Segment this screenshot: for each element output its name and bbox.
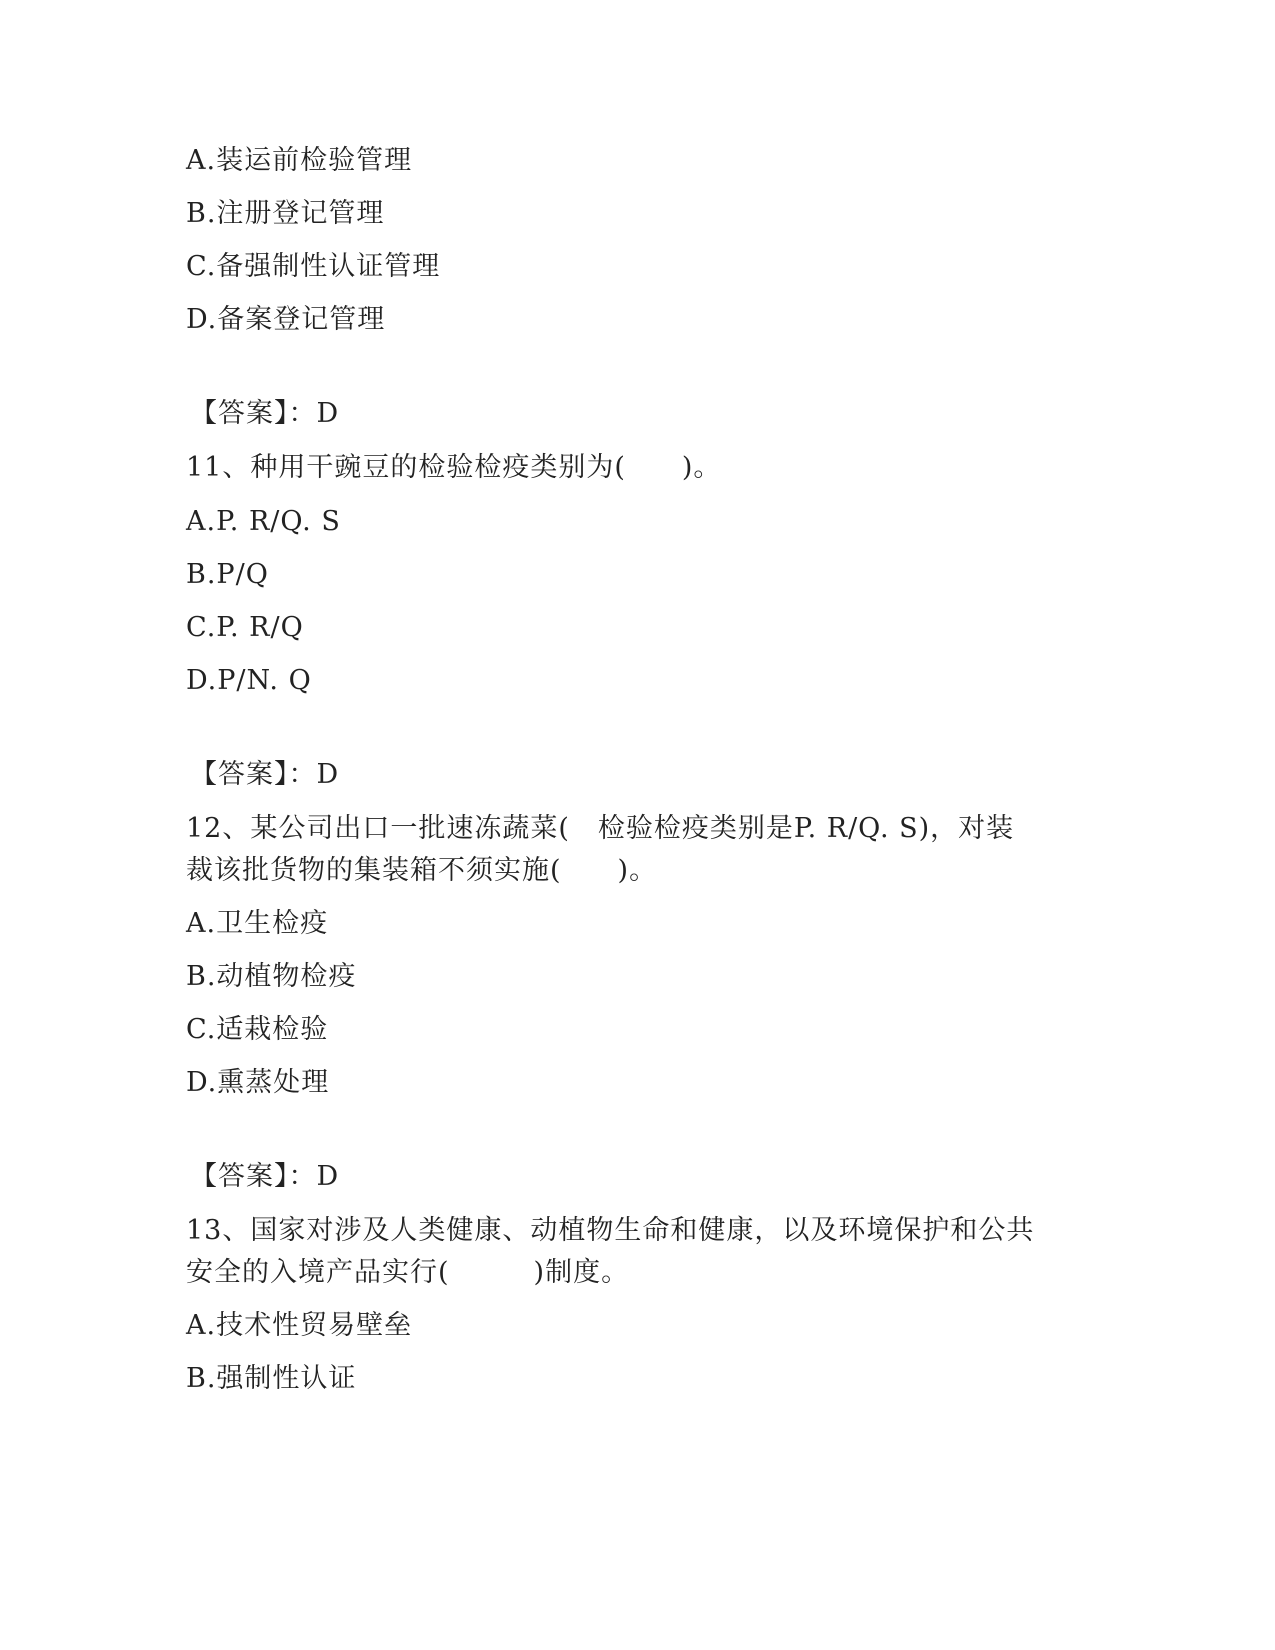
q11-answer: 【答案】：D (190, 759, 340, 790)
q12-option-c: C.适栽检验 (186, 1014, 329, 1045)
q13-option-a: A.技术性贸易壁垒 (186, 1310, 413, 1341)
q11-option-b: B.P/Q (186, 559, 269, 590)
q11-option-a: A.P. R/Q. S (186, 506, 341, 537)
question-12-stem-line1: 12、某公司出口一批速冻蔬菜( 检验检疫类别是P. R/Q. S)，对装 (186, 813, 1015, 844)
option-a: A.装运前检验管理 (186, 145, 413, 176)
question-13-stem-line2: 安全的入境产品实行( )制度。 (186, 1257, 630, 1288)
q11-option-c: C.P. R/Q (186, 612, 304, 643)
question-13-stem-line1: 13、国家对涉及人类健康、动植物生命和健康，以及环境保护和公共 (186, 1215, 1035, 1246)
q12-option-d: D.熏蒸处理 (186, 1067, 330, 1098)
question-11-stem: 11、种用干豌豆的检验检疫类别为( )。 (186, 452, 722, 483)
q11-option-d: D.P/N. Q (186, 665, 312, 696)
q13-option-b: B.强制性认证 (186, 1363, 357, 1394)
option-b: B.注册登记管理 (186, 198, 385, 229)
option-c: C.备强制性认证管理 (186, 251, 441, 282)
q12-option-b: B.动植物检疫 (186, 961, 357, 992)
q12-answer: 【答案】：D (190, 1161, 340, 1192)
q12-option-a: A.卫生检疫 (186, 908, 329, 939)
option-d: D.备案登记管理 (186, 304, 386, 335)
question-12-stem-line2: 裁该批货物的集装箱不须实施( )。 (186, 855, 658, 886)
answer-line: 【答案】：D (190, 398, 340, 429)
